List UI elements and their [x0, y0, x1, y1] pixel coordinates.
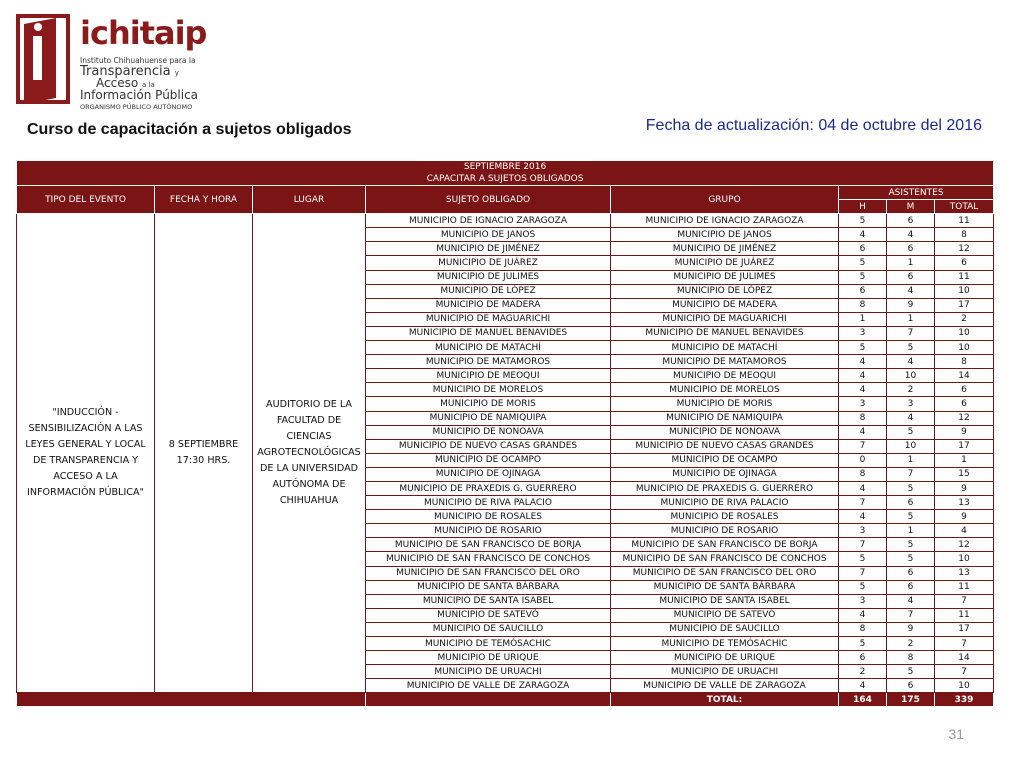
- m-cell: 6: [887, 242, 935, 256]
- grupo-cell: MUNICIPIO DE SATEVÓ: [611, 608, 839, 622]
- sujeto-cell: MUNICIPIO DE JUÁREZ: [366, 256, 611, 270]
- sujeto-cell: MUNICIPIO DE OCAMPO: [366, 453, 611, 467]
- col-sujeto: SUJETO OBLIGADO: [366, 186, 611, 214]
- sujeto-cell: MUNICIPIO DE MAGUARICHI: [366, 312, 611, 326]
- grupo-cell: MUNICIPIO DE MATAMOROS: [611, 355, 839, 369]
- total-cell: 4: [935, 524, 994, 538]
- grupo-cell: MUNICIPIO DE TEMÓSACHIC: [611, 637, 839, 651]
- h-cell: 8: [839, 467, 887, 481]
- total-cell: 12: [935, 538, 994, 552]
- totals-row: [17, 693, 994, 707]
- total-cell: 11: [935, 214, 994, 228]
- col-m: M: [887, 200, 935, 214]
- h-cell: 5: [839, 580, 887, 594]
- col-tipo: TIPO DEL EVENTO: [17, 186, 155, 214]
- total-cell: 10: [935, 341, 994, 355]
- sujeto-cell: MUNICIPIO DE SANTA BÁRBARA: [366, 580, 611, 594]
- m-cell: 1: [887, 256, 935, 270]
- grupo-cell: MUNICIPIO DE NUEVO CASAS GRANDES: [611, 439, 839, 453]
- sujeto-cell: MUNICIPIO DE IGNACIO ZARAGOZA: [366, 214, 611, 228]
- m-cell: 6: [887, 214, 935, 228]
- total-cell: 17: [935, 439, 994, 453]
- m-cell: 5: [887, 425, 935, 439]
- h-cell: 7: [839, 538, 887, 552]
- sujeto-cell: MUNICIPIO DE NAMIQUIPA: [366, 411, 611, 425]
- m-cell: 4: [887, 594, 935, 608]
- grupo-cell: MUNICIPIO DE IGNACIO ZARAGOZA: [611, 214, 839, 228]
- m-cell: 2: [887, 637, 935, 651]
- m-cell: 5: [887, 341, 935, 355]
- grupo-cell: MUNICIPIO DE JULIMES: [611, 270, 839, 284]
- door-logo-icon: [16, 14, 74, 106]
- total-cell: 9: [935, 425, 994, 439]
- m-cell: 6: [887, 679, 935, 693]
- total-cell: 10: [935, 679, 994, 693]
- m-cell: 5: [887, 665, 935, 679]
- ichitaip-logo: [16, 14, 216, 110]
- h-cell: 4: [839, 481, 887, 495]
- grupo-cell: MUNICIPIO DE URUACHI: [611, 665, 839, 679]
- m-cell: 6: [887, 566, 935, 580]
- grupo-cell: MUNICIPIO DE RIVA PALACIO: [611, 496, 839, 510]
- total-cell: 11: [935, 580, 994, 594]
- grupo-cell: MUNICIPIO DE ROSALES: [611, 510, 839, 524]
- h-cell: 7: [839, 566, 887, 580]
- grupo-cell: MUNICIPIO DE PRAXEDIS G. GUERRERO: [611, 481, 839, 495]
- totals-spacer: [366, 693, 611, 707]
- totals-label: TOTAL:: [611, 693, 839, 707]
- m-cell: 4: [887, 228, 935, 242]
- sujeto-cell: MUNICIPIO DE URIQUE: [366, 651, 611, 665]
- h-cell: 2: [839, 665, 887, 679]
- m-cell: 7: [887, 326, 935, 340]
- h-cell: 8: [839, 298, 887, 312]
- table-title: SEPTIEMBRE 2016 CAPACITAR A SUJETOS OBLIGADOS: [17, 161, 994, 186]
- m-cell: 1: [887, 312, 935, 326]
- total-cell: 7: [935, 637, 994, 651]
- grupo-cell: MUNICIPIO DE NONOAVA: [611, 425, 839, 439]
- sujeto-cell: MUNICIPIO DE SAN FRANCISCO DE CONCHOS: [366, 552, 611, 566]
- grupo-cell: MUNICIPIO DE SANTA ISABEL: [611, 594, 839, 608]
- h-cell: 4: [839, 425, 887, 439]
- sujeto-cell: MUNICIPIO DE ROSALES: [366, 510, 611, 524]
- logo-line-3: Acceso a la: [96, 76, 155, 90]
- grupo-cell: MUNICIPIO DE MORELOS: [611, 383, 839, 397]
- sujeto-cell: MUNICIPIO DE SAN FRANCISCO DEL ORO: [366, 566, 611, 580]
- h-cell: 4: [839, 383, 887, 397]
- grupo-cell: MUNICIPIO DE MADERA: [611, 298, 839, 312]
- attendance-table: [16, 160, 994, 707]
- grupo-cell: MUNICIPIO DE SAUCILLO: [611, 622, 839, 636]
- h-cell: 4: [839, 355, 887, 369]
- grupo-cell: MUNICIPIO DE VALLE DE ZARAGOZA: [611, 679, 839, 693]
- m-cell: 6: [887, 496, 935, 510]
- h-cell: 5: [839, 552, 887, 566]
- page-heading: Curso de capacitación a sujetos obligados: [27, 121, 352, 138]
- m-cell: 1: [887, 524, 935, 538]
- total-cell: 13: [935, 566, 994, 580]
- grupo-cell: MUNICIPIO DE JANOS: [611, 228, 839, 242]
- col-lugar: LUGAR: [253, 186, 366, 214]
- m-cell: 2: [887, 383, 935, 397]
- m-cell: 6: [887, 270, 935, 284]
- m-cell: 10: [887, 439, 935, 453]
- col-grupo: GRUPO: [611, 186, 839, 214]
- sujeto-cell: MUNICIPIO DE JANOS: [366, 228, 611, 242]
- total-cell: 8: [935, 228, 994, 242]
- grupo-cell: MUNICIPIO DE URIQUE: [611, 651, 839, 665]
- total-cell: 15: [935, 467, 994, 481]
- sujeto-cell: MUNICIPIO DE JIMÉNEZ: [366, 242, 611, 256]
- event-fecha: 8 SEPTIEMBRE 17:30 HRS.: [155, 214, 253, 693]
- m-cell: 4: [887, 411, 935, 425]
- m-cell: 7: [887, 608, 935, 622]
- m-cell: 5: [887, 481, 935, 495]
- h-cell: 3: [839, 326, 887, 340]
- h-cell: 5: [839, 637, 887, 651]
- sujeto-cell: MUNICIPIO DE MATAMOROS: [366, 355, 611, 369]
- h-cell: 6: [839, 651, 887, 665]
- sujeto-cell: MUNICIPIO DE MATACHÍ: [366, 341, 611, 355]
- grupo-cell: MUNICIPIO DE MAGUARICHI: [611, 312, 839, 326]
- h-cell: 7: [839, 439, 887, 453]
- sujeto-cell: MUNICIPIO DE URUACHI: [366, 665, 611, 679]
- total-cell: 10: [935, 552, 994, 566]
- total-cell: 13: [935, 496, 994, 510]
- total-cell: 17: [935, 622, 994, 636]
- total-cell: 14: [935, 369, 994, 383]
- h-cell: 0: [839, 453, 887, 467]
- sujeto-cell: MUNICIPIO DE SATEVÓ: [366, 608, 611, 622]
- col-total: TOTAL: [935, 200, 994, 214]
- grupo-cell: MUNICIPIO DE SAN FRANCISCO DE BORJA: [611, 538, 839, 552]
- logo-line-4: Información Pública: [80, 88, 199, 102]
- h-cell: 4: [839, 679, 887, 693]
- logo-line-1: Instituto Chihuahuense para la: [80, 56, 196, 65]
- h-cell: 8: [839, 622, 887, 636]
- grupo-cell: MUNICIPIO DE JIMÉNEZ: [611, 242, 839, 256]
- total-cell: 7: [935, 594, 994, 608]
- grupo-cell: MUNICIPIO DE ROSARIO: [611, 524, 839, 538]
- grupo-cell: MUNICIPIO DE MORIS: [611, 397, 839, 411]
- h-cell: 5: [839, 256, 887, 270]
- event-lugar: AUDITORIO DE LA FACULTAD DE CIENCIAS AGROTECNOLÓGICAS DE LA UNIVERSIDAD AUTÓNOMA DE CHIHUAHUA: [253, 214, 366, 693]
- sujeto-cell: MUNICIPIO DE ROSARIO: [366, 524, 611, 538]
- sujeto-cell: MUNICIPIO DE MORELOS: [366, 383, 611, 397]
- h-cell: 5: [839, 341, 887, 355]
- sujeto-cell: MUNICIPIO DE OJINAGA: [366, 467, 611, 481]
- page-number: 31: [948, 726, 964, 742]
- total-cell: 11: [935, 270, 994, 284]
- logo-line-5: ORGANISMO PÚBLICO AUTÓNOMO: [80, 103, 193, 111]
- m-cell: 9: [887, 622, 935, 636]
- sujeto-cell: MUNICIPIO DE MADERA: [366, 298, 611, 312]
- sujeto-cell: MUNICIPIO DE NONOAVA: [366, 425, 611, 439]
- totals-h: 164: [839, 693, 887, 707]
- m-cell: 3: [887, 397, 935, 411]
- sujeto-cell: MUNICIPIO DE SANTA ISABEL: [366, 594, 611, 608]
- grupo-cell: MUNICIPIO DE MEOQUI: [611, 369, 839, 383]
- m-cell: 5: [887, 538, 935, 552]
- grupo-cell: MUNICIPIO DE NAMIQUIPA: [611, 411, 839, 425]
- grupo-cell: MUNICIPIO DE OCAMPO: [611, 453, 839, 467]
- sujeto-cell: MUNICIPIO DE SAN FRANCISCO DE BORJA: [366, 538, 611, 552]
- m-cell: 8: [887, 651, 935, 665]
- total-cell: 6: [935, 383, 994, 397]
- total-cell: 6: [935, 256, 994, 270]
- h-cell: 6: [839, 242, 887, 256]
- m-cell: 4: [887, 355, 935, 369]
- grupo-cell: MUNICIPIO DE SAN FRANCISCO DE CONCHOS: [611, 552, 839, 566]
- grupo-cell: MUNICIPIO DE SANTA BÁRBARA: [611, 580, 839, 594]
- col-h: H: [839, 200, 887, 214]
- total-cell: 6: [935, 397, 994, 411]
- col-asistentes: ASISTENTES: [839, 186, 994, 200]
- h-cell: 5: [839, 270, 887, 284]
- h-cell: 8: [839, 411, 887, 425]
- sujeto-cell: MUNICIPIO DE RIVA PALACIO: [366, 496, 611, 510]
- h-cell: 3: [839, 524, 887, 538]
- grupo-cell: MUNICIPIO DE MATACHÍ: [611, 341, 839, 355]
- total-cell: 2: [935, 312, 994, 326]
- logo-line-2: Transparencia y: [80, 64, 179, 79]
- h-cell: 3: [839, 397, 887, 411]
- grupo-cell: MUNICIPIO DE MANUEL BENAVIDES: [611, 326, 839, 340]
- event-tipo: "INDUCCIÓN - SENSIBILIZACIÓN A LAS LEYES GENERAL Y LOCAL DE TRANSPARENCIA Y ACCESO A LA INFORMACIÓN PÚBLICA": [17, 214, 155, 693]
- m-cell: 7: [887, 467, 935, 481]
- sujeto-cell: MUNICIPIO DE SAUCILLO: [366, 622, 611, 636]
- update-date: Fecha de actualización: 04 de octubre del 2016: [645, 117, 982, 134]
- h-cell: 4: [839, 228, 887, 242]
- col-fecha: FECHA Y HORA: [155, 186, 253, 214]
- grupo-cell: MUNICIPIO DE SAN FRANCISCO DEL ORO: [611, 566, 839, 580]
- sujeto-cell: MUNICIPIO DE NUEVO CASAS GRANDES: [366, 439, 611, 453]
- total-cell: 7: [935, 665, 994, 679]
- h-cell: 3: [839, 594, 887, 608]
- sujeto-cell: MUNICIPIO DE JULIMES: [366, 270, 611, 284]
- h-cell: 1: [839, 312, 887, 326]
- h-cell: 4: [839, 608, 887, 622]
- total-cell: 1: [935, 453, 994, 467]
- total-cell: 14: [935, 651, 994, 665]
- total-cell: 11: [935, 608, 994, 622]
- h-cell: 5: [839, 214, 887, 228]
- m-cell: 9: [887, 298, 935, 312]
- total-cell: 9: [935, 481, 994, 495]
- total-cell: 17: [935, 298, 994, 312]
- totals-total: 339: [935, 693, 994, 707]
- h-cell: 7: [839, 496, 887, 510]
- m-cell: 5: [887, 552, 935, 566]
- sujeto-cell: MUNICIPIO DE MANUEL BENAVIDES: [366, 326, 611, 340]
- sujeto-cell: MUNICIPIO DE MORIS: [366, 397, 611, 411]
- logo-wordmark: ichitaip: [80, 14, 207, 52]
- total-cell: 10: [935, 284, 994, 298]
- totals-spacer: [17, 693, 366, 707]
- grupo-cell: MUNICIPIO DE OJINAGA: [611, 467, 839, 481]
- m-cell: 4: [887, 284, 935, 298]
- total-cell: 12: [935, 411, 994, 425]
- h-cell: 4: [839, 369, 887, 383]
- m-cell: 5: [887, 510, 935, 524]
- table-row: [17, 214, 994, 228]
- m-cell: 10: [887, 369, 935, 383]
- total-cell: 10: [935, 326, 994, 340]
- m-cell: 6: [887, 580, 935, 594]
- sujeto-cell: MUNICIPIO DE VALLE DE ZARAGOZA: [366, 679, 611, 693]
- sujeto-cell: MUNICIPIO DE PRAXEDIS G. GUERRERO: [366, 481, 611, 495]
- total-cell: 9: [935, 510, 994, 524]
- total-cell: 8: [935, 355, 994, 369]
- h-cell: 6: [839, 284, 887, 298]
- sujeto-cell: MUNICIPIO DE LÓPEZ: [366, 284, 611, 298]
- grupo-cell: MUNICIPIO DE JUÁREZ: [611, 256, 839, 270]
- totals-m: 175: [887, 693, 935, 707]
- total-cell: 12: [935, 242, 994, 256]
- grupo-cell: MUNICIPIO DE LÓPEZ: [611, 284, 839, 298]
- m-cell: 1: [887, 453, 935, 467]
- sujeto-cell: MUNICIPIO DE TEMÓSACHIC: [366, 637, 611, 651]
- sujeto-cell: MUNICIPIO DE MEOQUI: [366, 369, 611, 383]
- h-cell: 4: [839, 510, 887, 524]
